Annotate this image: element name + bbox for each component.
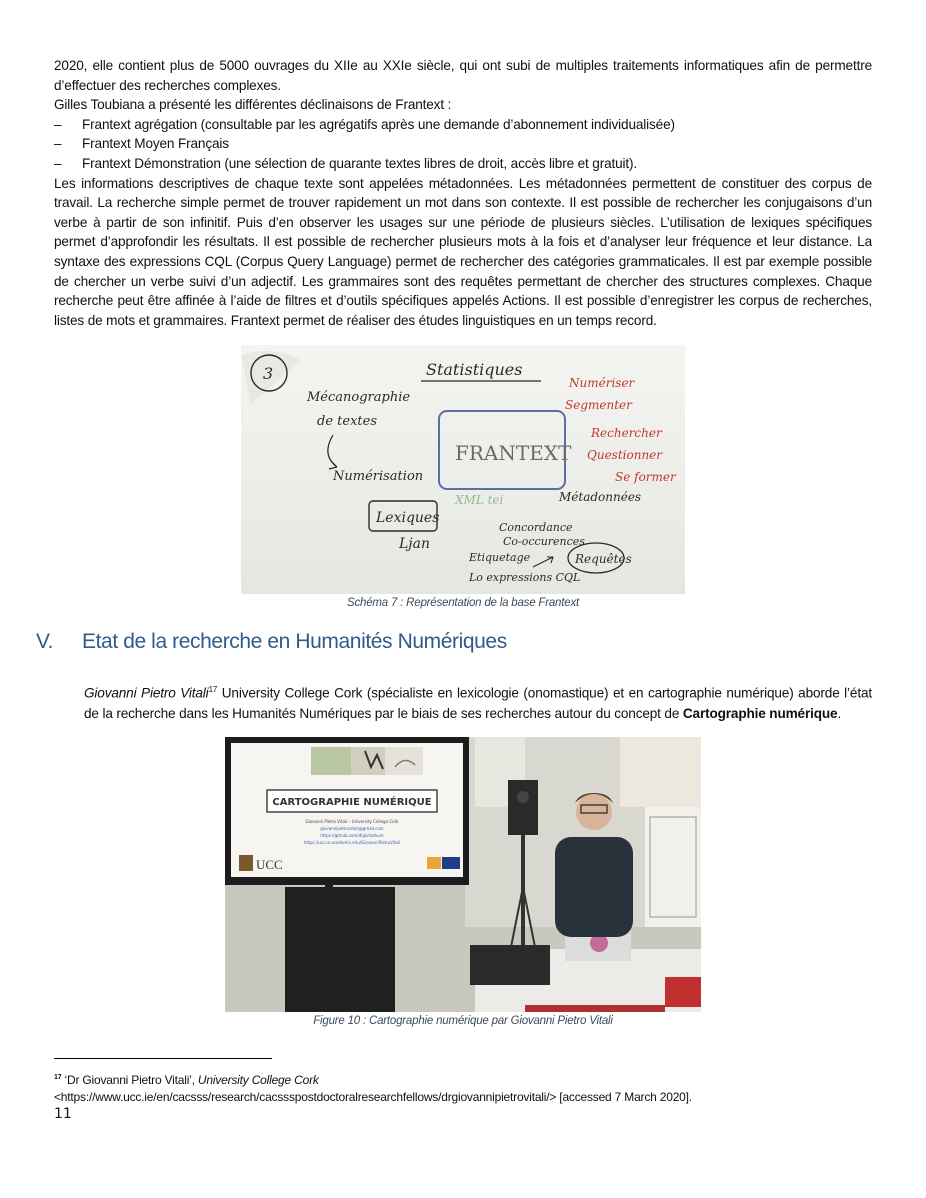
presentation-photo: [225, 737, 701, 1012]
footnote-number: 17: [54, 1074, 62, 1081]
section-title: Etat de la recherche en Humanités Numériques: [82, 630, 507, 653]
wb-xml-tei: XML tei: [455, 493, 504, 507]
photo-scene: [225, 737, 701, 1012]
slide-line: https://ucc.ie.academia.edu/GiovanniPietroVitali: [303, 840, 401, 845]
wb-etiquetage: Etiquetage: [469, 551, 531, 564]
page-number: 11: [54, 1106, 72, 1122]
author-name: Giovanni Pietro Vitali: [84, 685, 209, 701]
figure2-caption: Figure 10 : Cartographie numérique par Giovanni Pietro Vitali: [313, 1015, 613, 1027]
list-item: [54, 134, 872, 154]
footnote-source: University College Cork: [197, 1073, 319, 1087]
figure1-caption: Schéma 7 : Représentation de la base Frantext: [346, 597, 579, 609]
footnote: [54, 1069, 874, 1106]
list-marker: –: [54, 155, 62, 171]
wb-statistiques: Statistiques: [426, 360, 523, 379]
wb-requetes: Requêtes: [575, 552, 632, 566]
section-heading: [36, 630, 507, 654]
body-text: [54, 56, 872, 330]
intro-line: 2020, elle contient plus de 5000 ouvrages du XIIe au XXIe siècle, qui ont subi de multiples traitements informatiques afin de permettre d’effectuer des recherches complexes.: [54, 58, 872, 93]
whiteboard-drawing: [241, 345, 685, 594]
list-item-text: Frantext agrégation (consultable par les agrégatifs après une demande d’abonnement individualisée): [82, 116, 675, 132]
para2-end: .: [837, 705, 842, 721]
wb-expressions-cql: Lo expressions CQL: [469, 571, 581, 584]
slide-line: Giovanni Pietro Vitali – University College Cork: [305, 819, 399, 824]
list-marker: –: [54, 136, 62, 152]
para2-text: University College Cork (spécialiste en lexicologie (onomastique) et en cartographie numérique) aborde l’état de la recherche dans les Humanités Numériques par le biais de ses recherches autour du concept de: [84, 685, 872, 721]
footnote-title: ‘Dr Giovanni Pietro Vitali’,: [61, 1073, 198, 1087]
footnote-ref: 17: [208, 685, 218, 694]
slide-title: CARTOGRAPHIE NUMÉRIQUE: [272, 797, 432, 808]
list-item: [54, 154, 872, 174]
wb-metadonnees: Métadonnées: [559, 490, 642, 504]
wb-mecanographie: Mécanographie: [307, 390, 411, 405]
wb-lexiques: Lexiques: [376, 510, 440, 526]
vitali-paragraph: [84, 680, 872, 724]
main-paragraph: Les informations descriptives de chaque texte sont appelées métadonnées. Les métadonnées permettent de constituer des corpus de travail. La recherche simple permet de trouver rapidement un mot dans son contexte. Il est possible de rechercher les conjugaisons d’un verbe à partir de son infinitif. Puis d’en observer les usages sur une période de plusieurs siècles. L’utilisation de lexiques spécifiques permet d’approfondir les résultats. Il est possible de rechercher plusieurs mots à la fois et d’analyser leur fréquence et leur distance. La syntaxe des expressions CQL (Corpus Query Language) permet de rechercher des catégories grammaticales. Il est par exemple possible de chercher un verbe suivi d’un adjectif. Les grammaires sont des requêtes permettant de chercher des structures complexes. Chaque recherche peut être affinée à l’aide de filtres et d’outils spécifiques appelés Actions. Il est possible d’enregistrer les corpus de recherches, listes de mots et grammaires. Frantext permet de réaliser des études linguistiques en un temps record.: [54, 175, 872, 328]
footnote-separator: [54, 1058, 272, 1059]
wb-cooccurences: Co-occurences: [503, 535, 585, 548]
wb-ljan: Ljan: [399, 536, 431, 552]
list-item-text: Frantext Démonstration (une sélection de quarante textes libres de droit, accès libre et gratuit).: [82, 155, 638, 171]
slide-logo: UCC: [256, 857, 283, 872]
slide-line: giovannipietrovitali@gmail.com: [320, 826, 384, 831]
wb-red-word: Segmenter: [565, 398, 632, 412]
intro-line: Gilles Toubiana a présenté les différentes déclinaisons de Frantext :: [54, 97, 452, 113]
wb-de-textes: de textes: [317, 414, 377, 429]
wb-frantext: FRANTEXT: [455, 441, 572, 465]
wb-red-word: Se former: [615, 470, 676, 484]
list-marker: –: [54, 116, 62, 132]
footnote-url[interactable]: <https://www.ucc.ie/en/cacsss/research/cacssspostdoctoralresearchfellows/drgiovannipietrovitali/> [accessed 7 March 2020].: [54, 1090, 692, 1104]
wb-red-word: Rechercher: [591, 426, 662, 440]
wb-numerisation: Numérisation: [333, 469, 424, 484]
para2-bold: Cartographie numérique: [682, 705, 838, 721]
wb-circle-mark: 3: [263, 364, 274, 383]
list-item: [54, 115, 872, 135]
slide-line: https://github.com/digivitalhum: [320, 833, 384, 838]
wb-red-word: Questionner: [587, 448, 663, 462]
list-item-text: Frantext Moyen Français: [82, 136, 229, 152]
wb-red-word: Numériser: [569, 376, 635, 390]
section-number: V.: [36, 630, 54, 653]
whiteboard-photo: [241, 345, 685, 594]
wb-concordance: Concordance: [499, 521, 573, 534]
